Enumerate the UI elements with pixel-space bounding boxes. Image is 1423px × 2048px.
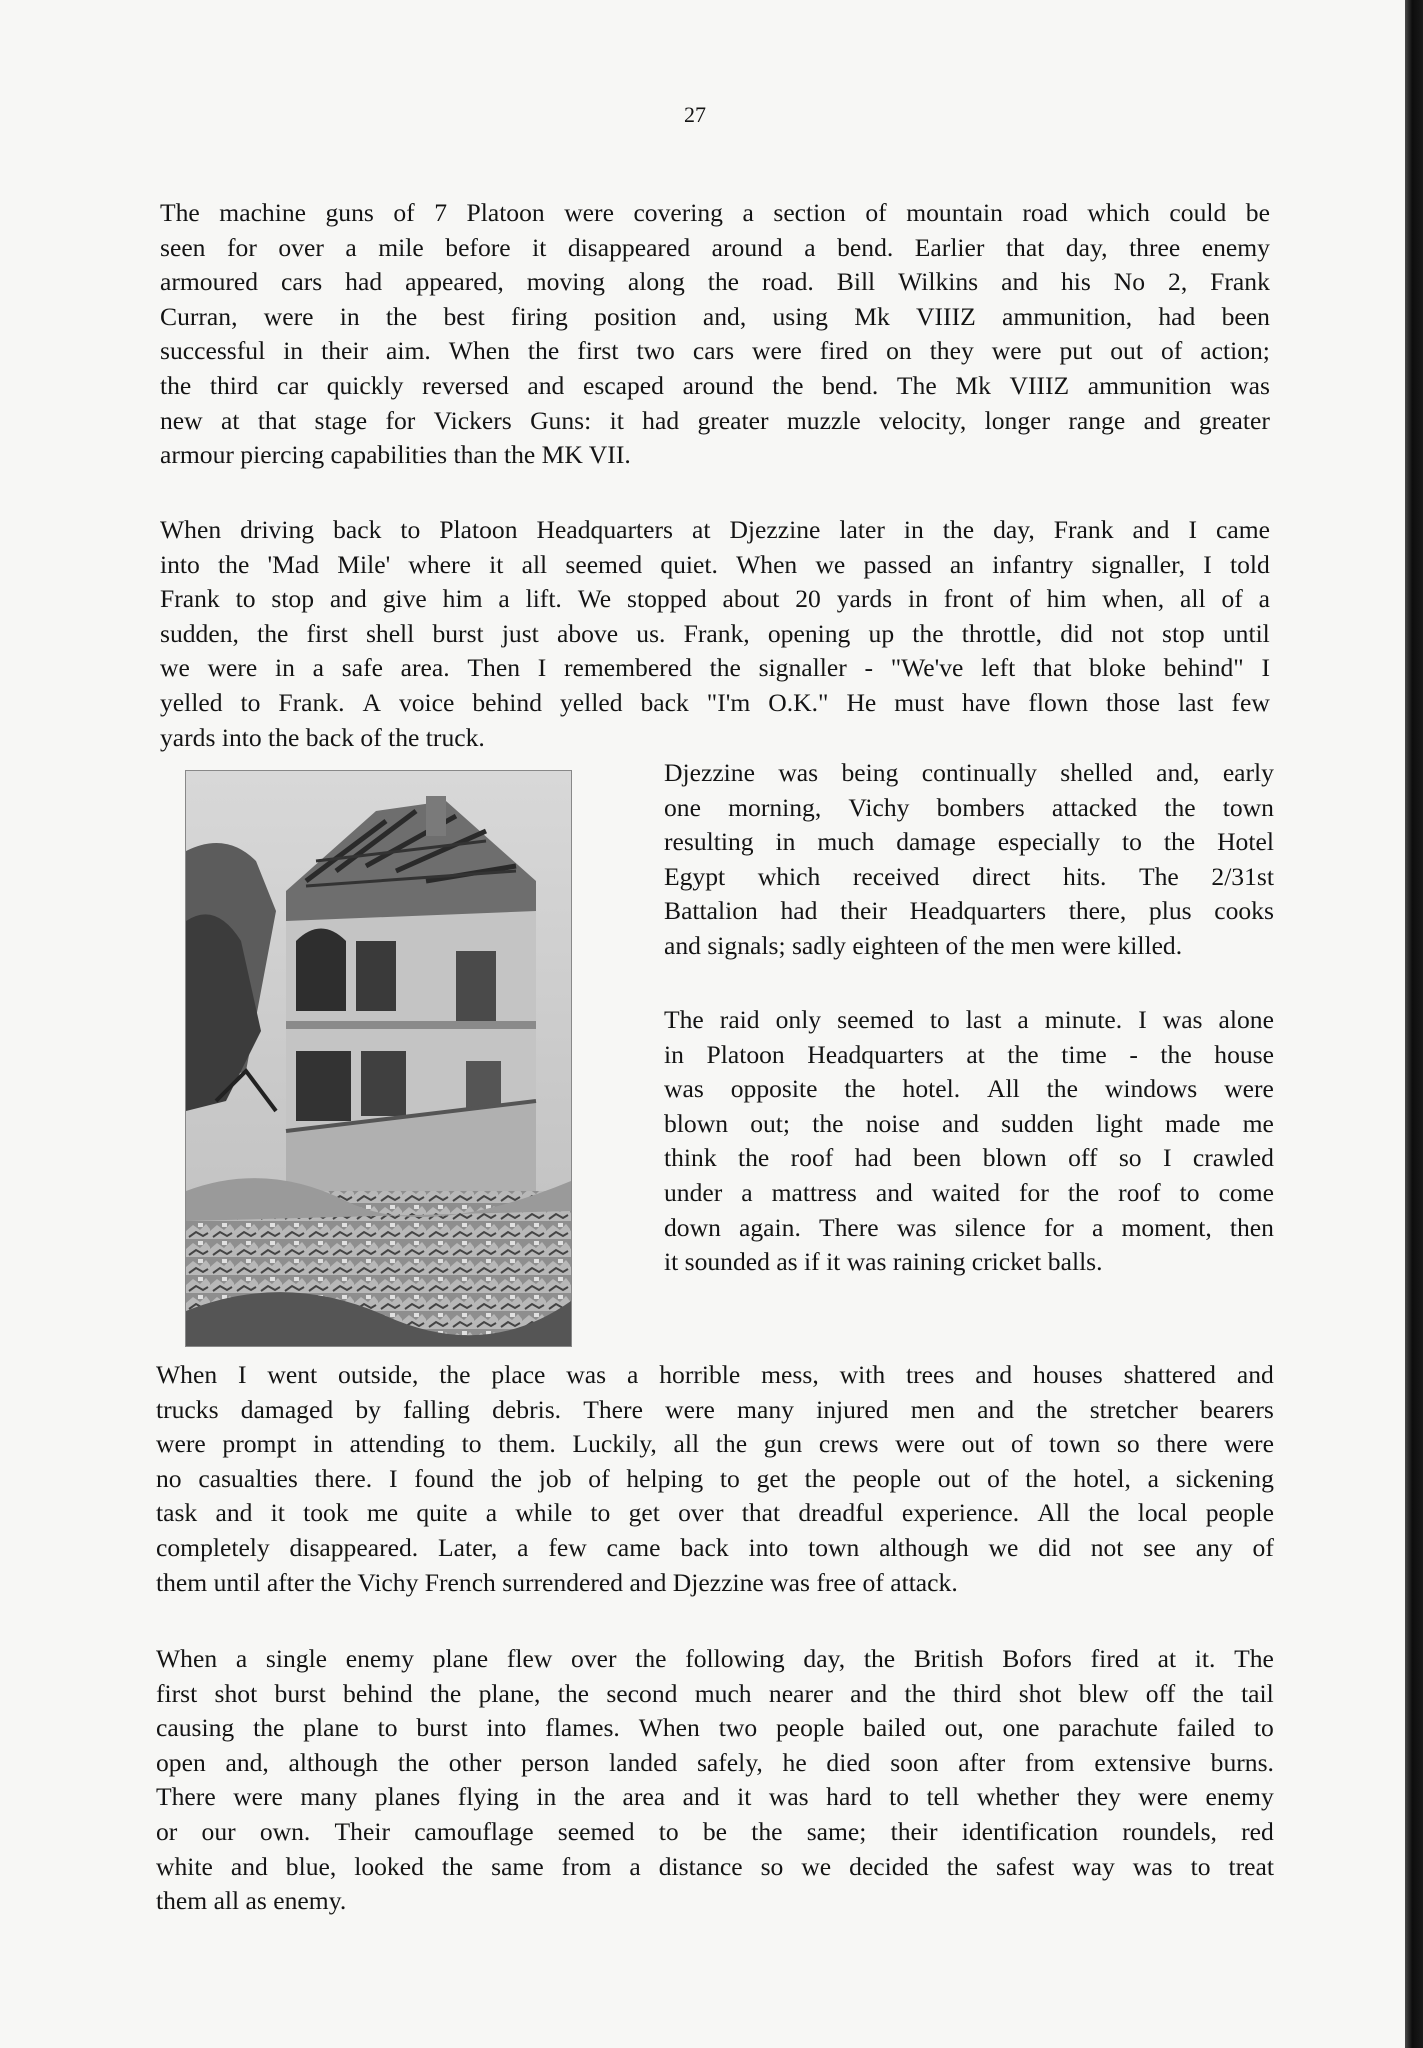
text-line: them until after the Vichy French surrendered and Djezzine was free of attack. [156,1567,958,1597]
text-line: sudden, the first shell burst just above us. Frank, opening up the throttle, did not stop until [160,618,1270,648]
text-line: we were in a safe area. Then I remembered the signaller - "We've left that bloke behind" I [160,653,1270,683]
text-line: Egypt which received direct hits. The 2/31st [664,861,1274,891]
text-line: causing the plane to burst into flames. When two people bailed out, one parachute failed to [156,1713,1274,1743]
text-line: successful in their aim. When the first two cars were fired on they were put out of action; [160,336,1270,366]
text-line: in Platoon Headquarters at the time - the house [664,1039,1274,1069]
text-line: was opposite the hotel. All the windows were [664,1074,1274,1104]
text-line: armour piercing capabilities than the MK VII. [160,440,631,470]
text-line: armoured cars had appeared, moving along the road. Bill Wilkins and his No 2, Frank [160,267,1270,297]
text-line: resulting in much damage especially to the Hotel [664,827,1274,857]
text-line: completely disappeared. Later, a few came back into town although we did not see any of [156,1532,1274,1562]
text-line: open and, although the other person landed safely, he died soon after from extensive burns. [156,1747,1274,1777]
text-line: Frank to stop and give him a lift. We stopped about 20 yards in front of him when, all of a [160,584,1270,614]
text-line: When driving back to Platoon Headquarters at Djezzine later in the day, Frank and I came [160,515,1270,544]
text-line: yards into the back of the truck. [160,722,485,752]
bombed-hotel-photo [185,770,572,1347]
text-line: new at that stage for Vickers Guns: it had greater muzzle velocity, longer range and greater [160,405,1270,435]
text-line: Curran, were in the best firing position and, using Mk VIIIZ ammunition, had been [160,301,1270,331]
text-line: it sounded as if it was raining cricket balls. [664,1247,1103,1277]
text-line: under a mattress and waited for the roof to come [664,1177,1274,1207]
text-line: think the roof had been blown off so I crawled [664,1143,1274,1173]
paragraph-enemy-plane [156,1642,1274,1919]
text-line: There were many planes flying in the area and it was hard to tell whether they were enemy [156,1782,1274,1812]
paragraph-raid [664,1003,1274,1280]
text-line: were prompt in attending to them. Luckily, all the gun crews were out of town so there were [156,1429,1274,1459]
paragraph-machine-guns [160,196,1270,473]
paragraph-mad-mile [160,513,1270,755]
text-line: The raid only seemed to last a minute. I was alone [664,1005,1274,1034]
text-line: task and it took me quite a while to get over that dreadful experience. All the local people [156,1498,1274,1528]
text-line: white and blue, looked the same from a distance so we decided the safest way was to treat [156,1851,1274,1881]
text-line: yelled to Frank. A voice behind yelled back "I'm O.K." He must have flown those last few [160,687,1270,717]
text-line: Battalion had their Headquarters there, plus cooks [664,896,1274,926]
text-line: the third car quickly reversed and escaped around the bend. The Mk VIIIZ ammunition was [160,370,1270,400]
page-edge-shadow [1405,0,1423,2048]
paragraph-djezzine-shelled [664,756,1274,964]
text-line: or our own. Their camouflage seemed to be the same; their identification roundels, red [156,1816,1274,1846]
text-line: When I went outside, the place was a horrible mess, with trees and houses shattered and [156,1360,1274,1389]
text-line: The machine guns of 7 Platoon were covering a section of mountain road which could be [160,198,1270,227]
paragraph-aftermath [156,1358,1274,1600]
text-line: one morning, Vichy bombers attacked the town [664,792,1274,822]
text-line: When a single enemy plane flew over the following day, the British Bofors fired at it. The [156,1644,1274,1673]
text-line: down again. There was silence for a moment, then [664,1212,1274,1242]
text-line: into the 'Mad Mile' where it all seemed quiet. When we passed an infantry signaller, I told [160,549,1270,579]
text-line: them all as enemy. [156,1886,347,1916]
text-line: and signals; sadly eighteen of the men were killed. [664,930,1183,960]
page-number: 27 [684,102,706,127]
text-line: trucks damaged by falling debris. There were many injured men and the stretcher bearers [156,1394,1274,1424]
text-line: blown out; the noise and sudden light made me [664,1108,1274,1138]
text-line: no casualties there. I found the job of helping to get the people out of the hotel, a sickening [156,1463,1274,1493]
text-line: first shot burst behind the plane, the second much nearer and the third shot blew off the tail [156,1678,1274,1708]
text-line: Djezzine was being continually shelled and, early [664,758,1274,787]
text-line: seen for over a mile before it disappeared around a bend. Earlier that day, three enemy [160,232,1270,262]
